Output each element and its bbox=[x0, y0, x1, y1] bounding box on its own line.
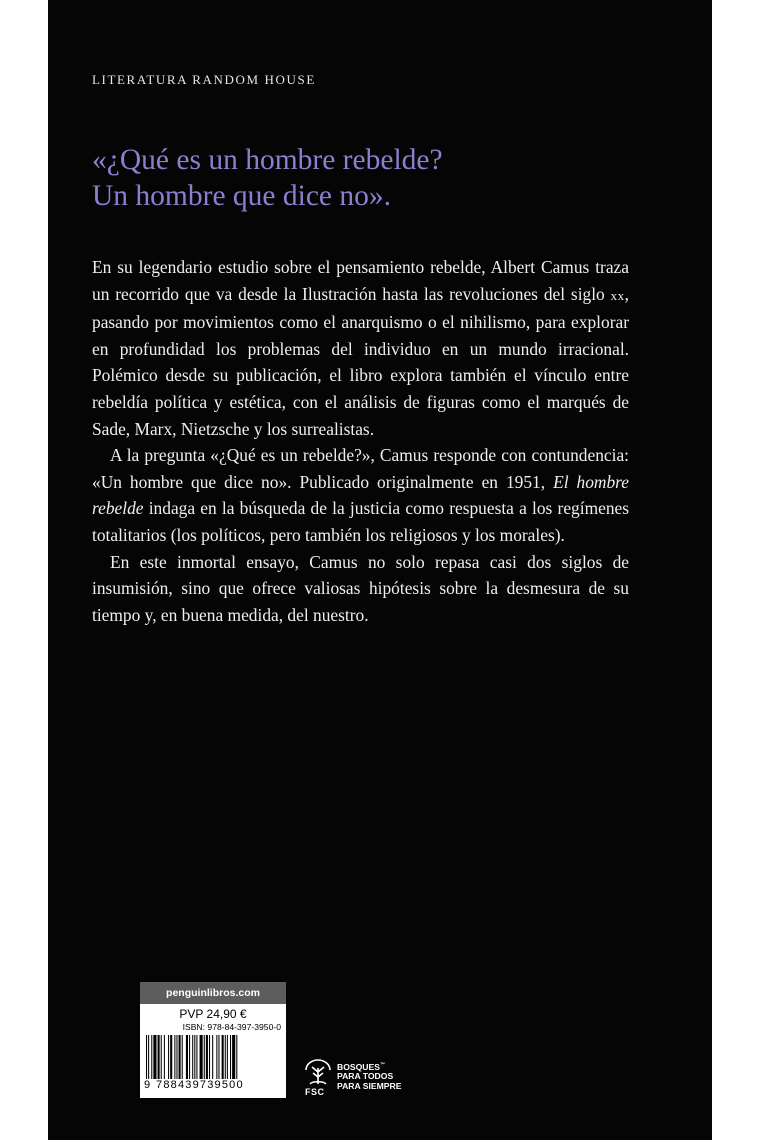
barcode-image bbox=[146, 1035, 280, 1079]
barcode-bar bbox=[189, 1035, 190, 1079]
barcode-bar bbox=[179, 1035, 181, 1079]
paragraph-2-text-a: A la pregunta «¿Qué es un rebelde?», Camus responde con contundencia: «Un hombre que dice no». Publicado originalmente en 1951, bbox=[92, 445, 629, 492]
barcode-bar bbox=[216, 1035, 217, 1079]
synopsis bbox=[92, 254, 629, 628]
barcode-bar bbox=[174, 1035, 175, 1079]
pull-quote-line-2: Un hombre que dice no». bbox=[92, 180, 392, 212]
barcode-bar bbox=[153, 1035, 156, 1079]
synopsis-paragraph-3: En este inmortal ensayo, Camus no solo repasa casi dos siglos de insumisión, sino que ofrece valiosas hipótesis sobre la desmesura de su tiempo y, en buena medida, del nuestro. bbox=[92, 551, 629, 625]
pull-quote-line-1: «¿Qué es un hombre rebelde? bbox=[92, 144, 443, 176]
fsc-slogan bbox=[337, 1061, 401, 1091]
pull-quote bbox=[92, 142, 652, 214]
barcode-bar bbox=[192, 1035, 193, 1079]
barcode-bar bbox=[204, 1035, 205, 1079]
barcode-number-rest: 788439739500 bbox=[156, 1079, 244, 1091]
isbn-label: ISBN: 978-84-397-3950-0 bbox=[182, 1022, 281, 1032]
barcode-bar bbox=[222, 1035, 224, 1079]
barcode-bar bbox=[196, 1035, 197, 1079]
barcode-bar bbox=[200, 1035, 203, 1079]
barcode-bar bbox=[218, 1035, 219, 1079]
fsc-slogan-line-3: PARA SIEMPRE bbox=[337, 1080, 402, 1091]
barcode-bar bbox=[212, 1035, 213, 1079]
price-barcode-box bbox=[140, 982, 286, 1098]
synopsis-paragraph-1 bbox=[92, 254, 629, 442]
barcode-bar bbox=[164, 1035, 165, 1079]
fsc-slogan-line-1: BOSQUES bbox=[337, 1061, 380, 1072]
price-label: PVP 24,90 € bbox=[179, 1007, 247, 1021]
century-smallcaps: xx bbox=[610, 287, 625, 303]
barcode-bar bbox=[232, 1035, 235, 1079]
fsc-label: FSC bbox=[305, 1087, 325, 1097]
paragraph-1-text-a: En su legendario estudio sobre el pensamiento rebelde, Albert Camus traza un recorrido que va desde la Ilustración hasta las revoluciones del siglo bbox=[92, 257, 629, 304]
barcode-bar bbox=[227, 1035, 228, 1079]
fsc-logo bbox=[303, 1058, 413, 1102]
book-title-italic: El hombre rebelde bbox=[92, 471, 629, 519]
barcode-bar bbox=[186, 1035, 188, 1079]
website-label: penguinlibros.com bbox=[140, 982, 286, 1004]
paragraph-1-text-b: , pasando por movimientos como el anarquismo o el nihilismo, para explorar en profundidad los problemas del individuo en un mundo irracional. Polémico desde su publicación, el libro explora también el vínculo entre rebeldía política y estética, con el análisis de figuras como el marqués de Sade, Marx, Nietzsche y los surrealistas. bbox=[92, 283, 629, 439]
barcode-bar bbox=[236, 1035, 237, 1079]
barcode-bar bbox=[194, 1035, 195, 1079]
barcode-bar bbox=[146, 1035, 147, 1079]
barcode-bar bbox=[209, 1035, 210, 1079]
barcode-bar bbox=[158, 1035, 160, 1079]
barcode-bar bbox=[170, 1035, 172, 1079]
fsc-trademark: ™ bbox=[379, 1062, 385, 1068]
imprint-label: LITERATURA RANDOM HOUSE bbox=[92, 72, 316, 87]
barcode-bar bbox=[182, 1035, 183, 1079]
barcode-bar bbox=[151, 1035, 152, 1079]
fsc-slogan-line-2: PARA TODOS bbox=[337, 1071, 394, 1082]
barcode-bar bbox=[148, 1035, 149, 1079]
barcode-bar bbox=[176, 1035, 177, 1079]
barcode-bar bbox=[168, 1035, 169, 1079]
barcode-number-first: 9 bbox=[144, 1079, 151, 1091]
paragraph-2-text-b: indaga en la búsqueda de la justicia como respuesta a los regímenes totalitarios (los políticos, pero también los religiosos y los morales). bbox=[92, 498, 629, 545]
barcode-bar bbox=[225, 1035, 226, 1079]
barcode-bar bbox=[206, 1035, 208, 1079]
synopsis-paragraph-2 bbox=[92, 442, 629, 548]
barcode-bar bbox=[230, 1035, 231, 1079]
barcode-bar bbox=[161, 1035, 162, 1079]
fsc-tree-icon bbox=[303, 1058, 333, 1086]
